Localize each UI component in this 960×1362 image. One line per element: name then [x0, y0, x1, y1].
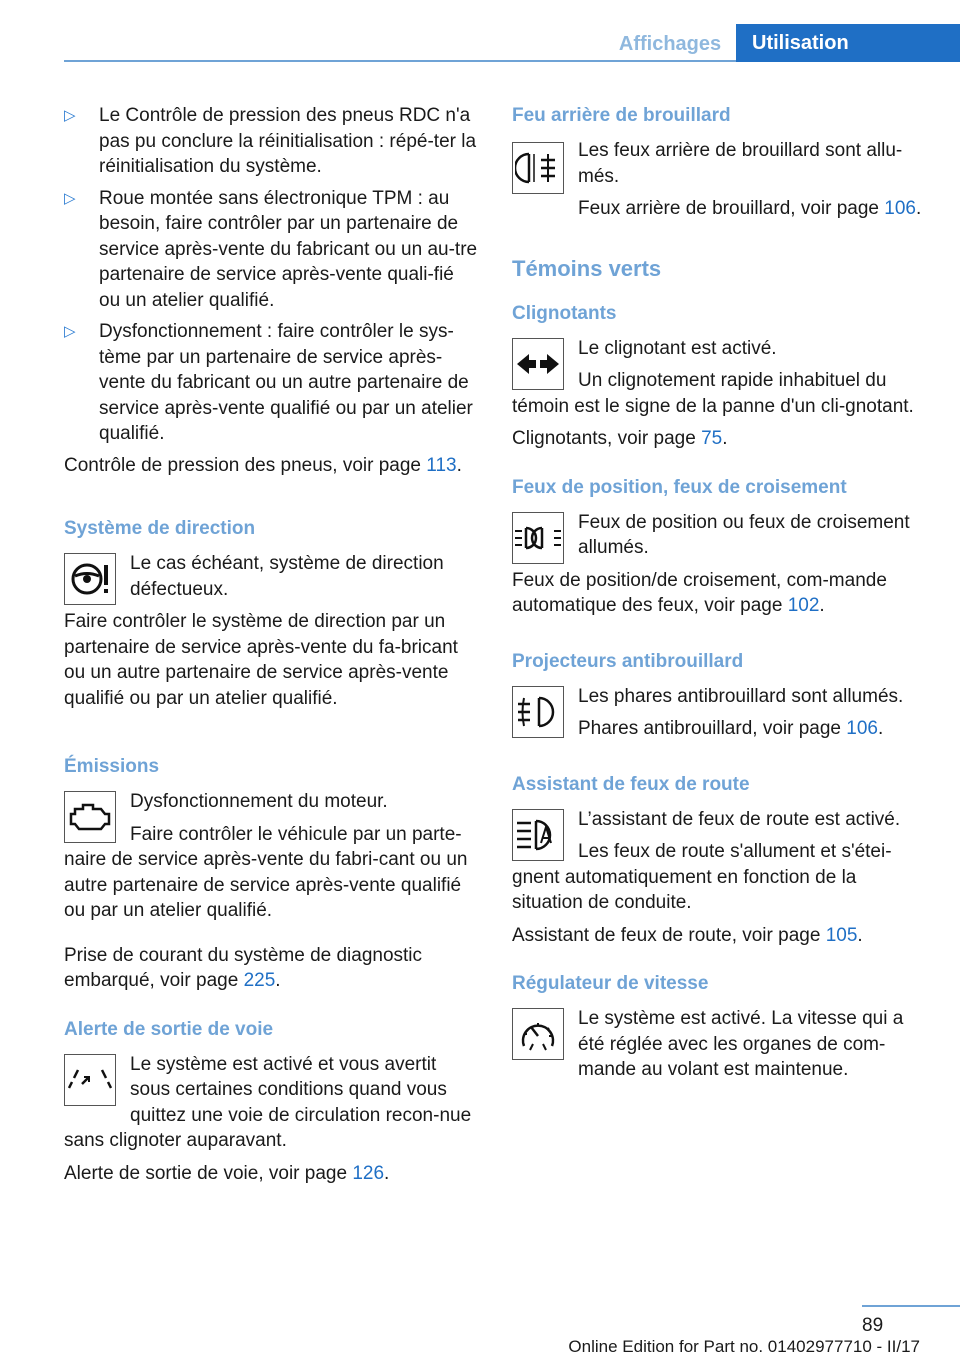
- rear-fog-reference: Feux arrière de brouillard, voir page 106.: [578, 198, 922, 219]
- bullet-item: ▷ Dysfonctionnement : faire contrôler le sys-tème par un partenaire de service après-vente du fabricant ou un autre partenaire de service après-vente qualifié ou par un atelier qualifié.: [64, 321, 473, 444]
- entry-cruise-control: Le système est activé. La vitesse qui a été réglée avec les organes de com-mande au volant est maintenue.: [512, 1006, 928, 1090]
- entry-emissions: Dysfonctionnement du moteur. Faire contrôler le véhicule par un parte-naire de service après-vente du fabri-cant ou un autre partenaire de service après-vente qualifié ou par un atelier qualifié.: [64, 791, 468, 921]
- footer-edition: Online Edition for Part no. 01402977710 - II/17: [568, 1337, 920, 1356]
- right-column: [512, 103, 928, 1090]
- turn-signal-arrows-icon: [512, 338, 564, 390]
- heading-emissions: Émissions: [64, 756, 160, 777]
- entry-lane-departure: Le système est activé et vous avertit sous certaines conditions quand vous quittez une voie de circulation recon-nue sans clignoter auparavant.: [64, 1053, 472, 1151]
- bullet-item: ▷ Roue montée sans électronique TPM : au besoin, faire contrôler par un partenaire de service après-vente du fabricant ou un au-tre partenaire de service après-vente quali-fié ou un atelier qualifié.: [64, 187, 478, 311]
- page-link-75[interactable]: 75: [701, 428, 723, 449]
- heading-steering: Système de direction: [64, 518, 256, 539]
- cruise-control-icon: [512, 1008, 564, 1060]
- heading-turn-signals: Clignotants: [512, 302, 617, 324]
- lane-departure-icon: [64, 1054, 116, 1106]
- entry-steering: Le cas échéant, système de direction défectueux. Faire contrôler le système de direction par un partenaire de service après-vente du fa-bricant ou un autre partenaire de service après-vente qualifié ou par un atelier qualifié.: [64, 553, 458, 709]
- page-link-106[interactable]: 106: [884, 198, 916, 219]
- entry-high-beam-assist: L’assistant de feux de route est activé. Les feux de route s'allument et s'étei-gnent automatiquement en fonction de la situation de conduite.: [512, 808, 901, 913]
- page-link-126[interactable]: 126: [352, 1162, 385, 1184]
- page-link-106-fog[interactable]: 106: [846, 718, 878, 739]
- bullet-triangle-icon: ▷: [64, 323, 76, 340]
- page-link-105[interactable]: 105: [825, 924, 858, 946]
- page-link-225[interactable]: 225: [243, 970, 276, 991]
- entry-turn-signals: Le clignotant est activé. Un clignotement rapide inhabituel du témoin est le signe de la panne d'un cli-gnotant.: [512, 337, 914, 417]
- entry-low-beam: Feux de position ou feux de croisement allumés. Feux de position/de croisement, com-mande automatique des feux, voir page 102.: [512, 510, 928, 626]
- tab-affichages[interactable]: Affichages: [618, 33, 722, 55]
- bullet-triangle-icon: ▷: [64, 189, 76, 207]
- page-link-102[interactable]: 102: [787, 595, 820, 616]
- page-link-113[interactable]: 113: [426, 454, 457, 476]
- position-lights-icon: [512, 512, 564, 564]
- footer-rule: [862, 1305, 960, 1307]
- left-column: [64, 103, 478, 1193]
- bullet-item: ▷ Le Contrôle de pression des pneus RDC n'a pas pu conclure la réinitialisation : répé-ter la réinitialisation du système.: [64, 105, 477, 177]
- front-fog-light-icon: [512, 686, 564, 738]
- front-fog-reference: Phares antibrouillard, voir page 106.: [578, 718, 884, 739]
- turn-reference: Clignotants, voir page 75.: [512, 428, 728, 449]
- tab-utilisation[interactable]: Utilisation: [736, 24, 960, 62]
- lane-reference: Alerte de sortie de voie, voir page 126.: [64, 1162, 390, 1184]
- diagnostic-reference: Prise de courant du système de diagnostic embarqué, voir page 225.: [64, 944, 423, 991]
- page-number: 89: [862, 1315, 884, 1336]
- rear-fog-light-icon: [512, 142, 564, 194]
- tpms-reference: Contrôle de pression des pneus, voir page 113.: [64, 454, 462, 476]
- entry-front-fog: Les phares antibrouillard sont allumés. Phares antibrouillard, voir page 106.: [512, 684, 928, 749]
- heading-rear-fog: Feu arrière de brouillard: [512, 105, 731, 126]
- high-beam-reference: Assistant de feux de route, voir page 105.: [512, 924, 863, 946]
- high-beam-assist-icon: [512, 809, 564, 861]
- engine-check-icon: [64, 791, 116, 843]
- bullet-triangle-icon: ▷: [64, 107, 76, 124]
- entry-rear-fog: Les feux arrière de brouillard sont allu-més. Feux arrière de brouillard, voir page 106.: [512, 138, 928, 229]
- heading-front-fog: Projecteurs antibrouillard: [512, 650, 744, 672]
- heading-green-indicators: Témoins verts: [512, 255, 662, 281]
- heading-low-beam: Feux de position, feux de croisement: [512, 476, 847, 498]
- low-beam-reference: Feux de position/de croisement, com-mande automatique des feux, voir page 102.: [512, 569, 887, 616]
- steering-warning-icon: [64, 553, 116, 605]
- heading-lane-departure: Alerte de sortie de voie: [64, 1018, 274, 1040]
- heading-high-beam-assist: Assistant de feux de route: [512, 773, 750, 795]
- heading-cruise-control: Régulateur de vitesse: [512, 973, 709, 994]
